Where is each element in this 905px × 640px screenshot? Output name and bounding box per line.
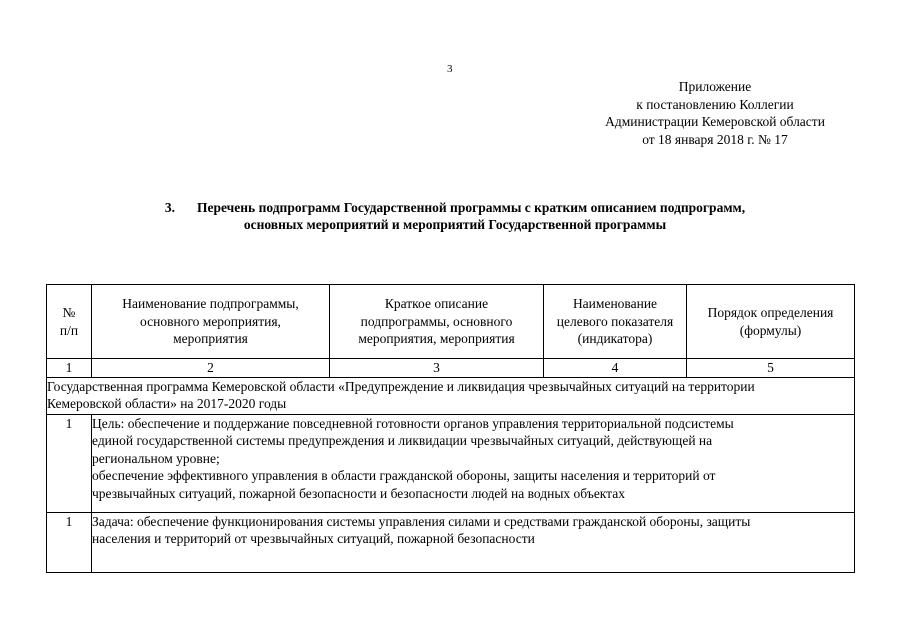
goal-text-cell: Цель: обеспечение и поддержание повседневной готовности органов управления территориальной подсистемы единой государственной системы предупреждения и ликвидации чрезвычайных ситуаций, действующей на региональном уровне; обеспечение эффективного управления в области гражданской обороны, защиты населения и территорий от чрезвычайных ситуаций, пожарной безопасности и безопасности людей на водных объектах [92, 414, 855, 512]
task-row [47, 512, 855, 572]
task-text-cell: Задача: обеспечение функционирования системы управления силами и средствами гражданской обороны, защиты населения и территорий от чрезвычайных ситуаций, пожарной безопасности [92, 512, 855, 572]
appendix-line: от 18 января 2018 г. № 17 [642, 131, 788, 147]
appendix-line: Приложение [678, 79, 752, 94]
goal-index-cell: 1 [47, 414, 92, 512]
page-number: 3 [447, 63, 453, 75]
header-row [47, 285, 855, 359]
column-number-cell: 1 [47, 359, 92, 378]
column-number-cell: 5 [687, 359, 855, 378]
appendix-block [560, 78, 870, 148]
program-row [47, 377, 855, 414]
header-cell-description: Краткое описание подпрограммы, основного мероприятия, мероприятия [330, 285, 544, 359]
goal-row [47, 414, 855, 512]
section-number: 3. [164, 200, 176, 215]
column-number-cell: 3 [330, 359, 544, 378]
section-title-line: основных мероприятий и мероприятий Государственной программы [243, 217, 667, 232]
subprograms-table [46, 284, 855, 573]
header-cell-formula: Порядок определения (формулы) [687, 285, 855, 359]
task-index-cell: 1 [47, 512, 92, 572]
header-cell-indicator: Наименование целевого показателя (индикатора) [544, 285, 687, 359]
appendix-line: к постановлению Коллегии [636, 96, 794, 112]
header-cell-name: Наименование подпрограммы, основного мероприятия, мероприятия [92, 285, 330, 359]
column-number-row [47, 359, 855, 378]
program-title-cell: Государственная программа Кемеровской области «Предупреждение и ликвидация чрезвычайных ситуаций на территории Кемеровской области» на 2017-2020 годы [47, 377, 855, 414]
column-number-cell: 2 [92, 359, 330, 378]
section-title-line: Перечень подпрограмм Государственной программы с кратким описанием подпрограмм, [197, 200, 746, 215]
header-cell-number: № п/п [47, 285, 92, 359]
appendix-line: Администрации Кемеровской области [605, 114, 825, 129]
column-number-cell: 4 [544, 359, 687, 378]
section-title [115, 199, 795, 233]
